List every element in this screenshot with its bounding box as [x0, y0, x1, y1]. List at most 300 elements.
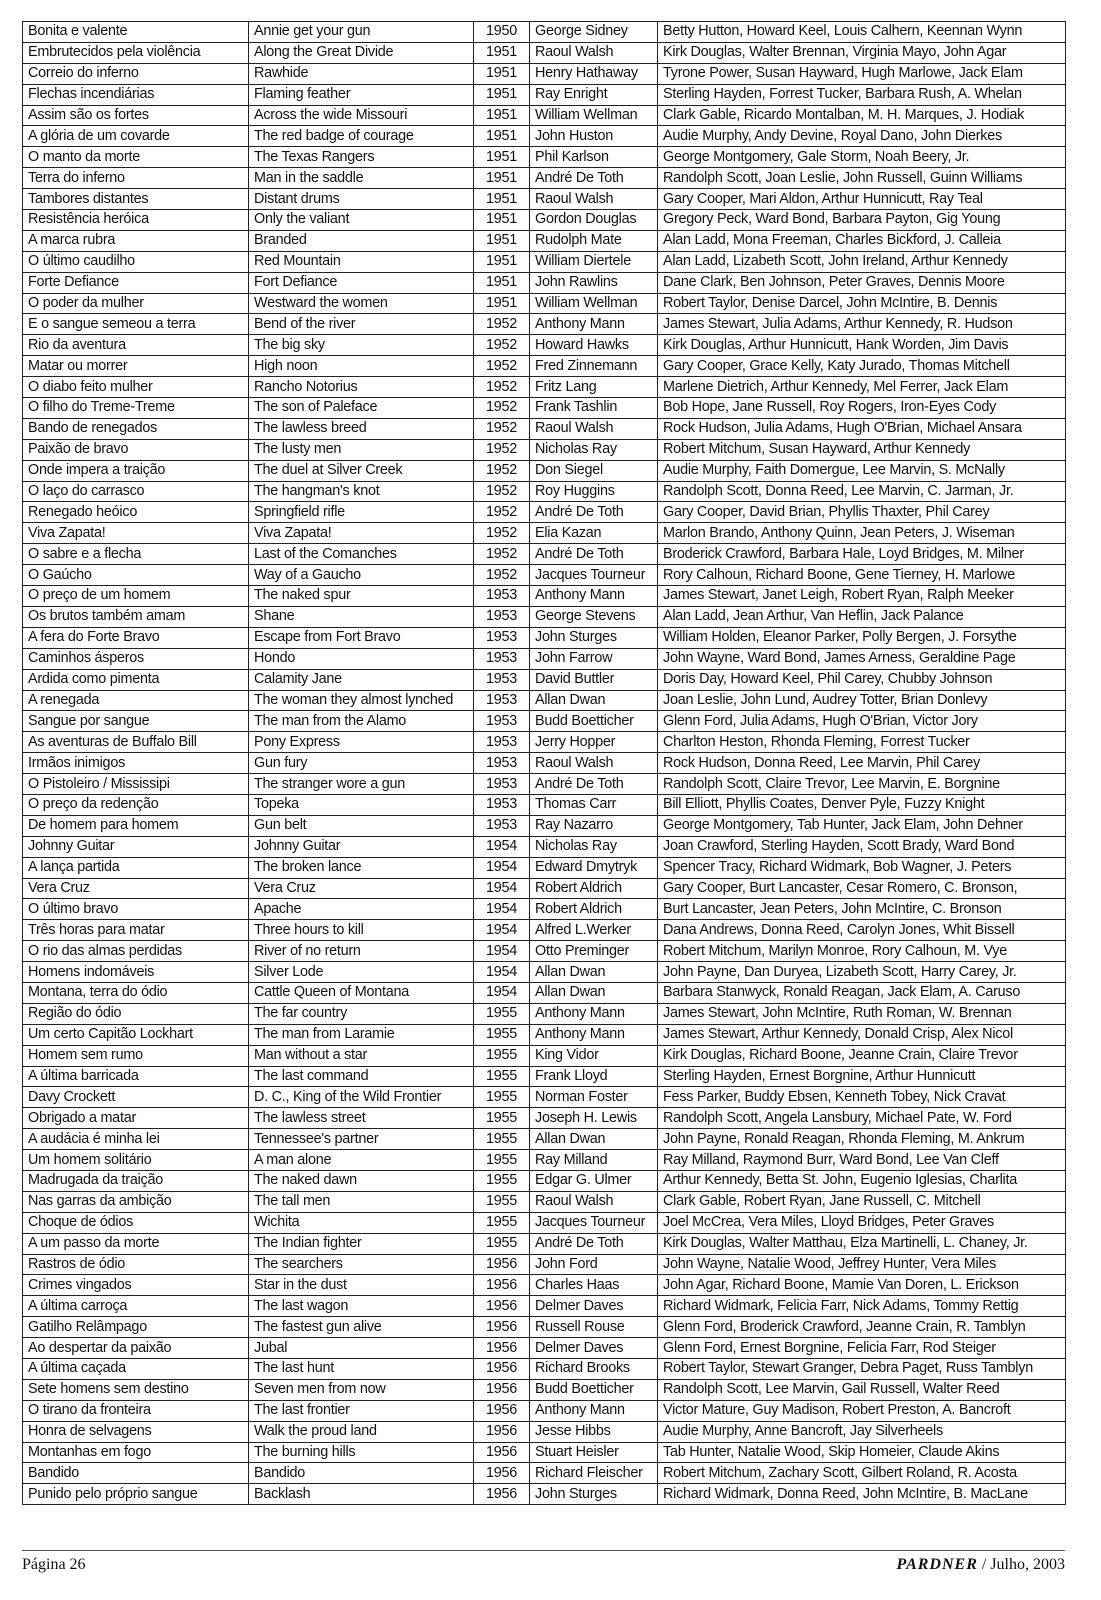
table-row: [23, 439, 1066, 460]
year-cell: 1955: [474, 1024, 530, 1045]
director-cell: Norman Foster: [530, 1087, 658, 1108]
table-row: [23, 1421, 1066, 1442]
director-cell: Delmer Daves: [530, 1338, 658, 1359]
original-title-cell: The man from the Alamo: [249, 711, 474, 732]
original-title-cell: Rancho Notorius: [249, 377, 474, 398]
director-cell: Fred Zinnemann: [530, 356, 658, 377]
cast-cell: Dane Clark, Ben Johnson, Peter Graves, Dennis Moore: [658, 272, 1066, 293]
portuguese-title-cell: O último bravo: [23, 899, 249, 920]
portuguese-title-cell: Johnny Guitar: [23, 836, 249, 857]
original-title-cell: Walk the proud land: [249, 1421, 474, 1442]
table-row: [23, 815, 1066, 836]
table-row: [23, 1233, 1066, 1254]
table-row: [23, 1254, 1066, 1275]
year-cell: 1953: [474, 586, 530, 607]
portuguese-title-cell: Montana, terra do ódio: [23, 982, 249, 1003]
director-cell: Henry Hathaway: [530, 63, 658, 84]
cast-cell: Marlene Dietrich, Arthur Kennedy, Mel Ferrer, Jack Elam: [658, 377, 1066, 398]
original-title-cell: Star in the dust: [249, 1275, 474, 1296]
year-cell: 1952: [474, 523, 530, 544]
original-title-cell: The last hunt: [249, 1359, 474, 1380]
cast-cell: John Wayne, Natalie Wood, Jeffrey Hunter, Vera Miles: [658, 1254, 1066, 1275]
year-cell: 1952: [474, 398, 530, 419]
original-title-cell: Calamity Jane: [249, 669, 474, 690]
original-title-cell: Fort Defiance: [249, 272, 474, 293]
year-cell: 1953: [474, 627, 530, 648]
table-row: [23, 293, 1066, 314]
portuguese-title-cell: A renegada: [23, 690, 249, 711]
director-cell: Howard Hawks: [530, 335, 658, 356]
portuguese-title-cell: A última caçada: [23, 1359, 249, 1380]
year-cell: 1953: [474, 669, 530, 690]
director-cell: King Vidor: [530, 1045, 658, 1066]
director-cell: Allan Dwan: [530, 982, 658, 1003]
year-cell: 1951: [474, 63, 530, 84]
year-cell: 1955: [474, 1150, 530, 1171]
portuguese-title-cell: Homens indomáveis: [23, 962, 249, 983]
cast-cell: Alan Ladd, Mona Freeman, Charles Bickford, J. Calleia: [658, 230, 1066, 251]
table-row: [23, 544, 1066, 565]
cast-cell: Robert Taylor, Denise Darcel, John McIntire, B. Dennis: [658, 293, 1066, 314]
year-cell: 1954: [474, 962, 530, 983]
portuguese-title-cell: Um certo Capitão Lockhart: [23, 1024, 249, 1045]
cast-cell: Randolph Scott, Joan Leslie, John Russell, Guinn Williams: [658, 168, 1066, 189]
cast-cell: James Stewart, Janet Leigh, Robert Ryan, Ralph Meeker: [658, 586, 1066, 607]
year-cell: 1956: [474, 1254, 530, 1275]
cast-cell: Alan Ladd, Lizabeth Scott, John Ireland, Arthur Kennedy: [658, 251, 1066, 272]
cast-cell: George Montgomery, Tab Hunter, Jack Elam, John Dehner: [658, 815, 1066, 836]
original-title-cell: Pony Express: [249, 732, 474, 753]
original-title-cell: Three hours to kill: [249, 920, 474, 941]
year-cell: 1953: [474, 690, 530, 711]
original-title-cell: Along the Great Divide: [249, 42, 474, 63]
original-title-cell: Branded: [249, 230, 474, 251]
cast-cell: Clark Gable, Robert Ryan, Jane Russell, C. Mitchell: [658, 1191, 1066, 1212]
table-row: [23, 690, 1066, 711]
original-title-cell: Rawhide: [249, 63, 474, 84]
year-cell: 1955: [474, 1212, 530, 1233]
year-cell: 1954: [474, 857, 530, 878]
director-cell: Charles Haas: [530, 1275, 658, 1296]
original-title-cell: The stranger wore a gun: [249, 774, 474, 795]
cast-cell: Victor Mature, Guy Madison, Robert Preston, A. Bancroft: [658, 1400, 1066, 1421]
portuguese-title-cell: Paixão de bravo: [23, 439, 249, 460]
year-cell: 1956: [474, 1484, 530, 1505]
director-cell: John Rawlins: [530, 272, 658, 293]
cast-cell: Rock Hudson, Donna Reed, Lee Marvin, Phil Carey: [658, 753, 1066, 774]
table-row: [23, 794, 1066, 815]
director-cell: Delmer Daves: [530, 1296, 658, 1317]
director-cell: Budd Boetticher: [530, 1379, 658, 1400]
table-row: [23, 732, 1066, 753]
original-title-cell: Tennessee's partner: [249, 1129, 474, 1150]
table-row: [23, 1087, 1066, 1108]
portuguese-title-cell: As aventuras de Buffalo Bill: [23, 732, 249, 753]
original-title-cell: The lawless street: [249, 1108, 474, 1129]
table-row: [23, 627, 1066, 648]
year-cell: 1951: [474, 105, 530, 126]
table-row: [23, 147, 1066, 168]
table-row: [23, 230, 1066, 251]
portuguese-title-cell: Onde impera a traição: [23, 460, 249, 481]
year-cell: 1955: [474, 1233, 530, 1254]
cast-cell: Ray Milland, Raymond Burr, Ward Bond, Lee Van Cleff: [658, 1150, 1066, 1171]
year-cell: 1956: [474, 1296, 530, 1317]
table-row: [23, 586, 1066, 607]
table-row: [23, 210, 1066, 231]
director-cell: Allan Dwan: [530, 962, 658, 983]
director-cell: Anthony Mann: [530, 586, 658, 607]
director-cell: Russell Rouse: [530, 1317, 658, 1338]
director-cell: Richard Fleischer: [530, 1463, 658, 1484]
year-cell: 1956: [474, 1338, 530, 1359]
cast-cell: Gary Cooper, David Brian, Phyllis Thaxter, Phil Carey: [658, 502, 1066, 523]
director-cell: Richard Brooks: [530, 1359, 658, 1380]
table-row: [23, 1275, 1066, 1296]
cast-cell: James Stewart, Julia Adams, Arthur Kennedy, R. Hudson: [658, 314, 1066, 335]
cast-cell: Gary Cooper, Grace Kelly, Katy Jurado, Thomas Mitchell: [658, 356, 1066, 377]
year-cell: 1951: [474, 168, 530, 189]
portuguese-title-cell: O diabo feito mulher: [23, 377, 249, 398]
table-row: [23, 168, 1066, 189]
page-number: Página 26: [22, 1556, 86, 1573]
portuguese-title-cell: Bandido: [23, 1463, 249, 1484]
year-cell: 1952: [474, 377, 530, 398]
original-title-cell: The last frontier: [249, 1400, 474, 1421]
cast-cell: Gary Cooper, Burt Lancaster, Cesar Romero, C. Bronson,: [658, 878, 1066, 899]
portuguese-title-cell: A um passo da morte: [23, 1233, 249, 1254]
director-cell: Ray Enright: [530, 84, 658, 105]
table-row: [23, 1296, 1066, 1317]
year-cell: 1955: [474, 1129, 530, 1150]
director-cell: Jerry Hopper: [530, 732, 658, 753]
table-row: [23, 857, 1066, 878]
year-cell: 1952: [474, 314, 530, 335]
portuguese-title-cell: Gatilho Relâmpago: [23, 1317, 249, 1338]
year-cell: 1951: [474, 251, 530, 272]
year-cell: 1952: [474, 418, 530, 439]
cast-cell: John Payne, Ronald Reagan, Rhonda Fleming, M. Ankrum: [658, 1129, 1066, 1150]
original-title-cell: Gun belt: [249, 815, 474, 836]
cast-cell: Bill Elliott, Phyllis Coates, Denver Pyle, Fuzzy Knight: [658, 794, 1066, 815]
portuguese-title-cell: O filho do Treme-Treme: [23, 398, 249, 419]
year-cell: 1954: [474, 941, 530, 962]
director-cell: William Diertele: [530, 251, 658, 272]
original-title-cell: Distant drums: [249, 189, 474, 210]
year-cell: 1952: [474, 356, 530, 377]
portuguese-title-cell: Obrigado a matar: [23, 1108, 249, 1129]
table-row: [23, 1066, 1066, 1087]
cast-cell: Randolph Scott, Angela Lansbury, Michael Pate, W. Ford: [658, 1108, 1066, 1129]
cast-cell: Broderick Crawford, Barbara Hale, Loyd Bridges, M. Milner: [658, 544, 1066, 565]
director-cell: Allan Dwan: [530, 1129, 658, 1150]
cast-cell: John Wayne, Ward Bond, James Arness, Geraldine Page: [658, 648, 1066, 669]
director-cell: William Wellman: [530, 105, 658, 126]
portuguese-title-cell: Rio da aventura: [23, 335, 249, 356]
portuguese-title-cell: Matar ou morrer: [23, 356, 249, 377]
year-cell: 1956: [474, 1442, 530, 1463]
director-cell: Roy Huggins: [530, 481, 658, 502]
portuguese-title-cell: Choque de ódios: [23, 1212, 249, 1233]
portuguese-title-cell: Resistência heróica: [23, 210, 249, 231]
cast-cell: Bob Hope, Jane Russell, Roy Rogers, Iron-Eyes Cody: [658, 398, 1066, 419]
cast-cell: Tyrone Power, Susan Hayward, Hugh Marlowe, Jack Elam: [658, 63, 1066, 84]
table-row: [23, 1108, 1066, 1129]
cast-cell: James Stewart, Arthur Kennedy, Donald Crisp, Alex Nicol: [658, 1024, 1066, 1045]
year-cell: 1952: [474, 481, 530, 502]
table-row: [23, 356, 1066, 377]
film-table: [22, 21, 1066, 1505]
portuguese-title-cell: Davy Crockett: [23, 1087, 249, 1108]
year-cell: 1952: [474, 335, 530, 356]
portuguese-title-cell: O tirano da fronteira: [23, 1400, 249, 1421]
director-cell: Raoul Walsh: [530, 189, 658, 210]
portuguese-title-cell: O último caudilho: [23, 251, 249, 272]
original-title-cell: The last command: [249, 1066, 474, 1087]
original-title-cell: Bandido: [249, 1463, 474, 1484]
original-title-cell: The far country: [249, 1003, 474, 1024]
year-cell: 1955: [474, 1108, 530, 1129]
portuguese-title-cell: O Pistoleiro / Mississipi: [23, 774, 249, 795]
year-cell: 1951: [474, 147, 530, 168]
table-row: [23, 565, 1066, 586]
cast-cell: Rock Hudson, Julia Adams, Hugh O'Brian, Michael Ansara: [658, 418, 1066, 439]
portuguese-title-cell: Punido pelo próprio sangue: [23, 1484, 249, 1505]
original-title-cell: Springfield rifle: [249, 502, 474, 523]
year-cell: 1951: [474, 42, 530, 63]
portuguese-title-cell: Bando de renegados: [23, 418, 249, 439]
director-cell: Ray Nazarro: [530, 815, 658, 836]
portuguese-title-cell: Sete homens sem destino: [23, 1379, 249, 1400]
cast-cell: Randolph Scott, Donna Reed, Lee Marvin, C. Jarman, Jr.: [658, 481, 1066, 502]
original-title-cell: Man without a star: [249, 1045, 474, 1066]
table-row: [23, 1379, 1066, 1400]
table-row: [23, 251, 1066, 272]
original-title-cell: The Texas Rangers: [249, 147, 474, 168]
cast-cell: Audie Murphy, Faith Domergue, Lee Marvin, S. McNally: [658, 460, 1066, 481]
year-cell: 1951: [474, 293, 530, 314]
year-cell: 1951: [474, 230, 530, 251]
director-cell: Raoul Walsh: [530, 1191, 658, 1212]
director-cell: Otto Preminger: [530, 941, 658, 962]
cast-cell: Spencer Tracy, Richard Widmark, Bob Wagner, J. Peters: [658, 857, 1066, 878]
year-cell: 1954: [474, 899, 530, 920]
portuguese-title-cell: O poder da mulher: [23, 293, 249, 314]
table-row: [23, 523, 1066, 544]
cast-cell: Kirk Douglas, Richard Boone, Jeanne Crain, Claire Trevor: [658, 1045, 1066, 1066]
portuguese-title-cell: O manto da morte: [23, 147, 249, 168]
year-cell: 1955: [474, 1087, 530, 1108]
year-cell: 1952: [474, 565, 530, 586]
portuguese-title-cell: Madrugada da traição: [23, 1170, 249, 1191]
table-row: [23, 920, 1066, 941]
original-title-cell: Hondo: [249, 648, 474, 669]
original-title-cell: Jubal: [249, 1338, 474, 1359]
table-row: [23, 1317, 1066, 1338]
portuguese-title-cell: Sangue por sangue: [23, 711, 249, 732]
table-row: [23, 1045, 1066, 1066]
original-title-cell: Man in the saddle: [249, 168, 474, 189]
director-cell: Joseph H. Lewis: [530, 1108, 658, 1129]
original-title-cell: Vera Cruz: [249, 878, 474, 899]
director-cell: John Ford: [530, 1254, 658, 1275]
year-cell: 1955: [474, 1191, 530, 1212]
year-cell: 1951: [474, 210, 530, 231]
portuguese-title-cell: O rio das almas perdidas: [23, 941, 249, 962]
table-row: [23, 648, 1066, 669]
original-title-cell: Wichita: [249, 1212, 474, 1233]
year-cell: 1951: [474, 126, 530, 147]
portuguese-title-cell: Assim são os fortes: [23, 105, 249, 126]
director-cell: Jacques Tourneur: [530, 565, 658, 586]
cast-cell: Kirk Douglas, Walter Brennan, Virginia Mayo, John Agar: [658, 42, 1066, 63]
director-cell: Raoul Walsh: [530, 418, 658, 439]
original-title-cell: Apache: [249, 899, 474, 920]
table-row: [23, 1170, 1066, 1191]
director-cell: Frank Lloyd: [530, 1066, 658, 1087]
year-cell: 1956: [474, 1379, 530, 1400]
director-cell: André De Toth: [530, 774, 658, 795]
portuguese-title-cell: Flechas incendiárias: [23, 84, 249, 105]
cast-cell: Robert Taylor, Stewart Granger, Debra Paget, Russ Tamblyn: [658, 1359, 1066, 1380]
portuguese-title-cell: A marca rubra: [23, 230, 249, 251]
original-title-cell: The naked spur: [249, 586, 474, 607]
director-cell: Elia Kazan: [530, 523, 658, 544]
portuguese-title-cell: O Gaúcho: [23, 565, 249, 586]
original-title-cell: The lawless breed: [249, 418, 474, 439]
director-cell: Edward Dmytryk: [530, 857, 658, 878]
cast-cell: Robert Mitchum, Marilyn Monroe, Rory Calhoun, M. Vye: [658, 941, 1066, 962]
table-row: [23, 84, 1066, 105]
portuguese-title-cell: Três horas para matar: [23, 920, 249, 941]
original-title-cell: Escape from Fort Bravo: [249, 627, 474, 648]
director-cell: Anthony Mann: [530, 314, 658, 335]
director-cell: Anthony Mann: [530, 1400, 658, 1421]
table-row: [23, 377, 1066, 398]
original-title-cell: The tall men: [249, 1191, 474, 1212]
original-title-cell: The searchers: [249, 1254, 474, 1275]
original-title-cell: Across the wide Missouri: [249, 105, 474, 126]
director-cell: George Stevens: [530, 606, 658, 627]
cast-cell: Alan Ladd, Jean Arthur, Van Heflin, Jack Palance: [658, 606, 1066, 627]
original-title-cell: Topeka: [249, 794, 474, 815]
director-cell: Stuart Heisler: [530, 1442, 658, 1463]
year-cell: 1952: [474, 460, 530, 481]
cast-cell: Betty Hutton, Howard Keel, Louis Calhern, Keennan Wynn: [658, 22, 1066, 43]
year-cell: 1955: [474, 1045, 530, 1066]
year-cell: 1954: [474, 836, 530, 857]
year-cell: 1950: [474, 22, 530, 43]
table-row: [23, 1400, 1066, 1421]
director-cell: André De Toth: [530, 168, 658, 189]
table-row: [23, 711, 1066, 732]
table-row: [23, 272, 1066, 293]
cast-cell: Arthur Kennedy, Betta St. John, Eugenio Iglesias, Charlita: [658, 1170, 1066, 1191]
table-row: [23, 941, 1066, 962]
original-title-cell: Viva Zapata!: [249, 523, 474, 544]
original-title-cell: D. C., King of the Wild Frontier: [249, 1087, 474, 1108]
table-row: [23, 314, 1066, 335]
director-cell: Phil Karlson: [530, 147, 658, 168]
table-row: [23, 418, 1066, 439]
original-title-cell: Way of a Gaucho: [249, 565, 474, 586]
cast-cell: Joan Leslie, John Lund, Audrey Totter, Brian Donlevy: [658, 690, 1066, 711]
cast-cell: Tab Hunter, Natalie Wood, Skip Homeier, Claude Akins: [658, 1442, 1066, 1463]
cast-cell: Burt Lancaster, Jean Peters, John McIntire, C. Bronson: [658, 899, 1066, 920]
original-title-cell: The son of Paleface: [249, 398, 474, 419]
year-cell: 1953: [474, 711, 530, 732]
table-row: [23, 836, 1066, 857]
director-cell: Edgar G. Ulmer: [530, 1170, 658, 1191]
table-row: [23, 105, 1066, 126]
cast-cell: Glenn Ford, Broderick Crawford, Jeanne Crain, R. Tamblyn: [658, 1317, 1066, 1338]
cast-cell: Dana Andrews, Donna Reed, Carolyn Jones, Whit Bissell: [658, 920, 1066, 941]
portuguese-title-cell: A audácia é minha lei: [23, 1129, 249, 1150]
original-title-cell: Silver Lode: [249, 962, 474, 983]
table-row: [23, 606, 1066, 627]
original-title-cell: Bend of the river: [249, 314, 474, 335]
portuguese-title-cell: Renegado heóico: [23, 502, 249, 523]
portuguese-title-cell: Os brutos também amam: [23, 606, 249, 627]
table-row: [23, 962, 1066, 983]
portuguese-title-cell: Montanhas em fogo: [23, 1442, 249, 1463]
director-cell: William Wellman: [530, 293, 658, 314]
year-cell: 1955: [474, 1170, 530, 1191]
cast-cell: Fess Parker, Buddy Ebsen, Kenneth Tobey, Nick Cravat: [658, 1087, 1066, 1108]
year-cell: 1953: [474, 794, 530, 815]
table-row: [23, 753, 1066, 774]
director-cell: Robert Aldrich: [530, 878, 658, 899]
original-title-cell: Last of the Comanches: [249, 544, 474, 565]
table-row: [23, 1191, 1066, 1212]
cast-cell: Audie Murphy, Andy Devine, Royal Dano, John Dierkes: [658, 126, 1066, 147]
portuguese-title-cell: Honra de selvagens: [23, 1421, 249, 1442]
cast-cell: George Montgomery, Gale Storm, Noah Beery, Jr.: [658, 147, 1066, 168]
portuguese-title-cell: Caminhos ásperos: [23, 648, 249, 669]
cast-cell: Robert Mitchum, Susan Hayward, Arthur Kennedy: [658, 439, 1066, 460]
year-cell: 1951: [474, 272, 530, 293]
director-cell: Raoul Walsh: [530, 753, 658, 774]
director-cell: Raoul Walsh: [530, 42, 658, 63]
magazine-name: PARDNER: [896, 1556, 978, 1573]
cast-cell: Audie Murphy, Anne Bancroft, Jay Silverheels: [658, 1421, 1066, 1442]
portuguese-title-cell: Viva Zapata!: [23, 523, 249, 544]
cast-cell: Kirk Douglas, Arthur Hunnicutt, Hank Worden, Jim Davis: [658, 335, 1066, 356]
table-row: [23, 1338, 1066, 1359]
cast-cell: Glenn Ford, Ernest Borgnine, Felicia Farr, Rod Steiger: [658, 1338, 1066, 1359]
director-cell: Robert Aldrich: [530, 899, 658, 920]
table-row: [23, 42, 1066, 63]
original-title-cell: Annie get your gun: [249, 22, 474, 43]
director-cell: Thomas Carr: [530, 794, 658, 815]
original-title-cell: The last wagon: [249, 1296, 474, 1317]
year-cell: 1952: [474, 544, 530, 565]
original-title-cell: The hangman's knot: [249, 481, 474, 502]
table-row: [23, 502, 1066, 523]
year-cell: 1955: [474, 1066, 530, 1087]
portuguese-title-cell: O preço de um homem: [23, 586, 249, 607]
director-cell: Nicholas Ray: [530, 439, 658, 460]
year-cell: 1953: [474, 753, 530, 774]
year-cell: 1951: [474, 189, 530, 210]
director-cell: Fritz Lang: [530, 377, 658, 398]
cast-cell: Kirk Douglas, Walter Matthau, Elza Martinelli, L. Chaney, Jr.: [658, 1233, 1066, 1254]
film-table-body: [23, 22, 1066, 1505]
director-cell: George Sidney: [530, 22, 658, 43]
year-cell: 1953: [474, 648, 530, 669]
year-cell: 1953: [474, 606, 530, 627]
year-cell: 1951: [474, 84, 530, 105]
